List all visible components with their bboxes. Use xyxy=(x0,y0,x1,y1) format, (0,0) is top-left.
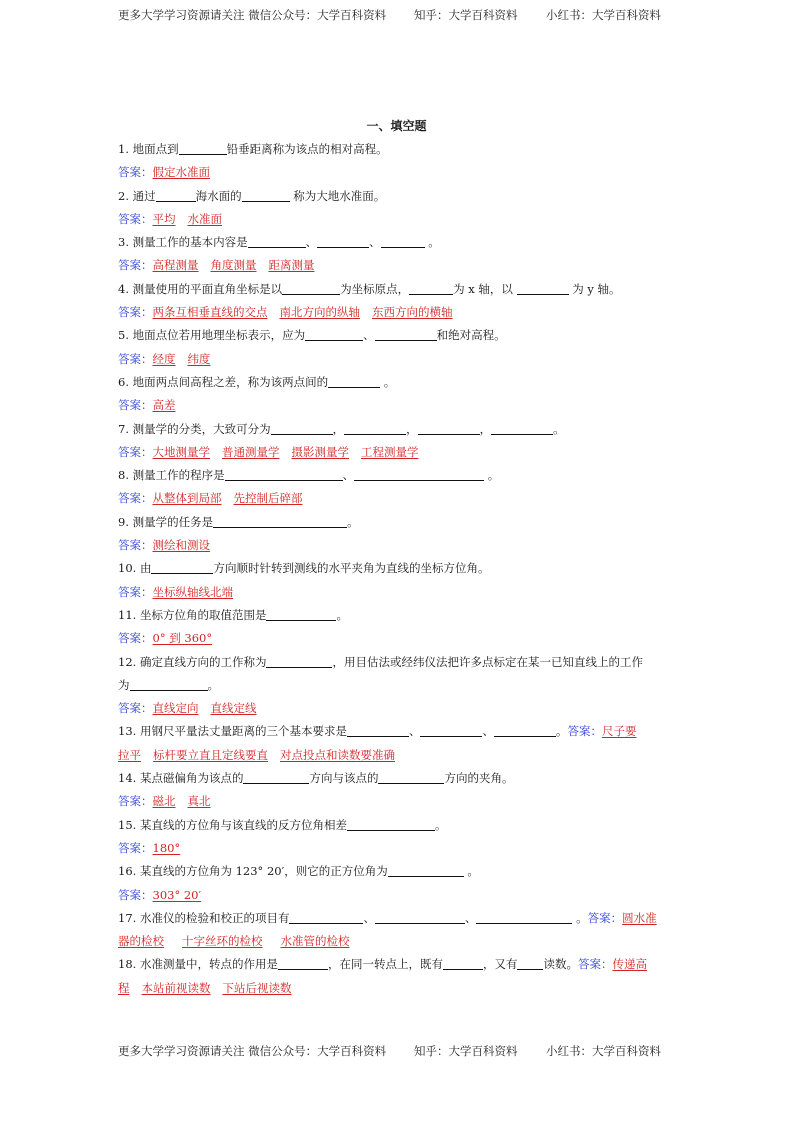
question-text: 为坐标原点， xyxy=(340,281,410,296)
question-text: 、 xyxy=(342,468,355,483)
question-text: 14. 某点磁偏角为该点的 xyxy=(118,771,244,786)
question-text: 、 xyxy=(363,910,375,925)
answer-blank xyxy=(375,910,465,924)
question-2 xyxy=(118,185,678,208)
answer-text: 两条互相垂直线的交点 xyxy=(152,305,268,320)
question-8 xyxy=(118,464,678,487)
answer-blank xyxy=(378,770,444,784)
answer-text: 圆水准 xyxy=(622,910,657,925)
answer-text: 磁北 xyxy=(152,794,176,809)
answer-text: 十字丝环的检校 xyxy=(182,934,263,949)
answer-text: 传递高 xyxy=(612,957,647,972)
question-text: 15. 某直线的方位角与该直线的反方位角相差 xyxy=(118,817,347,832)
answer-label: 答案： xyxy=(118,794,153,809)
question-text: 、 xyxy=(369,235,381,250)
question-text: 8. 测量工作的程序是 xyxy=(118,468,225,483)
answer-blank xyxy=(278,956,328,970)
answer-blank xyxy=(271,421,333,435)
footer-zhihu: 知乎：大学百科资料 xyxy=(414,1044,518,1058)
answer-blank xyxy=(242,188,290,202)
answer-text: 纬度 xyxy=(187,351,211,366)
answer-blank xyxy=(347,817,435,831)
answer-text: 坐标纵轴线北端 xyxy=(152,584,233,599)
answer-text: 角度测量 xyxy=(210,258,257,273)
answer-blank xyxy=(213,514,347,528)
question-14 xyxy=(118,767,678,790)
question-17 xyxy=(118,907,678,930)
question-text: 6. 地面两点间高程之差，称为该两点间的 xyxy=(118,374,329,389)
answer-text: 303° 20′ xyxy=(152,887,202,902)
answer-18 xyxy=(118,977,678,1000)
answer-text: 普通测量学 xyxy=(222,444,280,459)
answer-blank xyxy=(375,327,437,341)
question-6 xyxy=(118,371,678,394)
answer-text: 水准面 xyxy=(187,211,222,226)
answer-9 xyxy=(118,534,678,557)
footer-promo: 更多大学学习资源请关注 微信公众号：大学百科资料 xyxy=(118,1044,387,1058)
header-promo: 更多大学学习资源请关注 微信公众号：大学百科资料 xyxy=(118,8,387,22)
question-16 xyxy=(118,860,678,883)
answer-blank xyxy=(476,910,572,924)
answer-text: 直线定向 xyxy=(152,701,199,716)
answer-1 xyxy=(118,161,678,184)
question-text: 1. 地面点到 xyxy=(118,142,179,156)
answer-label: 答案： xyxy=(118,444,153,459)
question-text: ，在同一转点上，既有 xyxy=(327,957,443,972)
question-12-cont xyxy=(118,674,678,697)
answer-label: 答案： xyxy=(118,491,153,506)
question-3 xyxy=(118,231,678,254)
answer-blank xyxy=(328,374,380,388)
answer-blank xyxy=(156,188,196,202)
question-text: 16. 某直线的方位角为 123° 20′，则它的正方位角为 xyxy=(118,864,388,879)
question-text: ， xyxy=(332,421,345,436)
question-text: 。 xyxy=(553,421,565,436)
question-text: 、 xyxy=(408,724,421,739)
answer-text: 对点投点和读数要准确 xyxy=(280,747,395,762)
answer-text: 标杆要立直且定线要直 xyxy=(153,747,268,762)
answer-label: 答案： xyxy=(587,910,623,925)
question-text: 、 xyxy=(482,724,494,739)
answer-label: 答案： xyxy=(567,724,602,739)
question-4 xyxy=(118,278,678,301)
question-15 xyxy=(118,814,678,837)
answer-blank xyxy=(381,234,425,248)
answer-text: 东西方向的横轴 xyxy=(372,305,453,320)
answer-text: 下站后视读数 xyxy=(222,980,292,995)
question-9 xyxy=(118,511,678,534)
question-1 xyxy=(118,138,678,161)
answer-text: 距离测量 xyxy=(268,258,315,273)
answer-text: 先控制后碎部 xyxy=(233,491,303,506)
question-5 xyxy=(118,324,678,347)
answer-3 xyxy=(118,254,678,277)
answer-text: 高程测量 xyxy=(152,258,199,273)
answer-blank xyxy=(347,723,409,737)
answer-blank xyxy=(388,863,464,877)
question-12 xyxy=(118,651,678,674)
question-text: 。 xyxy=(434,817,447,832)
question-text: 18. 水准测量中，转点的作用是 xyxy=(118,957,278,972)
answer-text: 假定水准面 xyxy=(152,165,210,180)
answer-blank xyxy=(248,234,306,248)
question-text: 铅垂距离称为该点的相对高程。 xyxy=(226,142,388,156)
question-text: 17. 水准仪的检验和校正的项目有 xyxy=(118,910,290,925)
answer-14 xyxy=(118,790,678,813)
answer-blank xyxy=(491,421,553,435)
answer-text: 大地测量学 xyxy=(152,444,210,459)
answer-text: 工程测量学 xyxy=(361,444,419,459)
question-text: ，用目估法或经纬仪法把许多点标定在某一已知直线上的工作 xyxy=(332,654,643,669)
answer-blank xyxy=(344,421,406,435)
answer-blank xyxy=(282,281,340,295)
header-zhihu: 知乎：大学百科资料 xyxy=(414,8,518,22)
answer-text: 测绘和测设 xyxy=(152,538,210,553)
answer-15 xyxy=(118,837,678,860)
header-xiaohongshu: 小红书：大学百科资料 xyxy=(546,8,661,22)
answer-blank xyxy=(225,467,343,481)
question-text: 10. 由 xyxy=(118,561,152,576)
answer-10 xyxy=(118,581,678,604)
answer-text: 摄影测量学 xyxy=(291,444,349,459)
answer-label: 答案： xyxy=(118,211,153,226)
question-text: 为 y 轴。 xyxy=(568,281,621,296)
answer-text: 水准管的检校 xyxy=(280,934,350,949)
answer-text: 0° 到 360° xyxy=(152,631,213,646)
question-text: 12. 确定直线方向的工作称为 xyxy=(118,654,267,669)
question-text: 、 xyxy=(363,328,375,343)
question-text: 读数。 xyxy=(543,957,578,972)
answer-label: 答案： xyxy=(118,701,153,716)
question-text: 海水面的 xyxy=(195,188,242,203)
question-text: 。 xyxy=(572,910,588,925)
answer-text: 程 xyxy=(118,980,130,995)
question-text: 。 xyxy=(424,235,440,250)
answer-blank xyxy=(443,956,483,970)
question-text: 和绝对高程。 xyxy=(436,328,506,343)
question-text: 、 xyxy=(464,910,477,925)
answer-blank xyxy=(317,234,369,248)
answer-text: 尺子要 xyxy=(601,724,637,739)
question-7 xyxy=(118,418,678,441)
answer-11 xyxy=(118,627,678,650)
answer-blank xyxy=(266,607,336,621)
footer-xiaohongshu: 小红书：大学百科资料 xyxy=(546,1044,661,1058)
answer-17 xyxy=(118,930,678,953)
answer-7 xyxy=(118,441,678,464)
question-text: 方向顺时针转到测线的水平夹角为直线的坐标方位角。 xyxy=(213,561,490,576)
question-text: 。 xyxy=(347,514,359,529)
answer-blank xyxy=(494,723,556,737)
answer-blank xyxy=(305,327,363,341)
question-11 xyxy=(118,604,678,627)
answer-label: 答案： xyxy=(118,258,153,273)
answer-blank xyxy=(517,281,569,295)
question-list xyxy=(118,138,678,1000)
answer-blank xyxy=(517,956,543,970)
answer-text: 器的检校 xyxy=(118,934,164,949)
answer-blank xyxy=(243,770,309,784)
question-13 xyxy=(118,720,678,743)
answer-text: 从整体到局部 xyxy=(152,491,222,506)
question-text: 2. 通过 xyxy=(118,188,156,203)
question-text: 为 x 轴，以 xyxy=(453,281,517,296)
answer-text: 经度 xyxy=(152,351,176,366)
answer-blank xyxy=(151,560,213,574)
answer-label: 答案： xyxy=(118,305,153,320)
answer-text: 南北方向的纵轴 xyxy=(279,305,360,320)
answer-5 xyxy=(118,348,678,371)
question-text: 4. 测量使用的平面直角坐标是以 xyxy=(118,281,283,296)
question-text: ， xyxy=(406,421,418,436)
answer-label: 答案： xyxy=(118,398,153,413)
section-title: 一、填空题 xyxy=(366,119,427,133)
question-10 xyxy=(118,557,678,580)
answer-text: 拉平 xyxy=(118,747,141,762)
question-text: 为 xyxy=(118,677,130,692)
answer-text: 本站前视读数 xyxy=(141,980,211,995)
answer-label: 答案： xyxy=(118,887,153,902)
question-text: 方向的夹角。 xyxy=(444,771,514,786)
question-18 xyxy=(118,953,678,976)
answer-text: 直线定线 xyxy=(210,701,257,716)
question-text: 3. 测量工作的基本内容是 xyxy=(118,235,248,250)
answer-text: 180° xyxy=(152,840,181,855)
answer-13 xyxy=(118,744,678,767)
answer-blank xyxy=(179,141,227,155)
answer-text: 高差 xyxy=(152,398,176,413)
answer-12 xyxy=(118,697,678,720)
answer-text: 平均 xyxy=(152,211,176,226)
question-text: 。 xyxy=(380,374,396,389)
answer-blank xyxy=(130,677,208,691)
answer-8 xyxy=(118,487,678,510)
question-text: 5. 地面点位若用地理坐标表示，应为 xyxy=(118,328,306,343)
answer-blank xyxy=(289,910,363,924)
answer-2 xyxy=(118,208,678,231)
answer-text: 真北 xyxy=(187,794,211,809)
question-text: 11. 坐标方位角的取值范围是 xyxy=(118,607,267,622)
answer-label: 答案： xyxy=(118,351,153,366)
question-text: 方向与该点的 xyxy=(309,771,379,786)
question-text: ， xyxy=(479,421,492,436)
question-text: 7. 测量学的分类，大致可分为 xyxy=(118,421,271,436)
question-text: 。 xyxy=(555,724,568,739)
answer-blank xyxy=(420,723,482,737)
answer-blank xyxy=(354,467,484,481)
question-text: 。 xyxy=(484,468,500,483)
answer-blank xyxy=(418,421,480,435)
answer-label: 答案： xyxy=(118,584,153,599)
question-text: ，又有 xyxy=(482,957,518,972)
question-text: 。 xyxy=(463,864,479,879)
answer-16 xyxy=(118,884,678,907)
question-text: 。 xyxy=(336,607,348,622)
question-text: 称为大地水准面。 xyxy=(289,188,386,203)
answer-label: 答案： xyxy=(118,538,153,553)
question-text: 9. 测量学的任务是 xyxy=(118,514,214,529)
answer-label: 答案： xyxy=(118,840,153,855)
answer-6 xyxy=(118,394,678,417)
answer-4 xyxy=(118,301,678,324)
answer-label: 答案： xyxy=(118,165,153,180)
answer-blank xyxy=(409,281,453,295)
answer-label: 答案： xyxy=(118,631,153,646)
question-text: 、 xyxy=(305,235,318,250)
question-text: 13. 用钢尺平量法丈量距离的三个基本要求是 xyxy=(118,724,347,739)
answer-blank xyxy=(266,654,332,668)
answer-label: 答案： xyxy=(577,957,613,972)
question-text: 。 xyxy=(207,677,219,692)
